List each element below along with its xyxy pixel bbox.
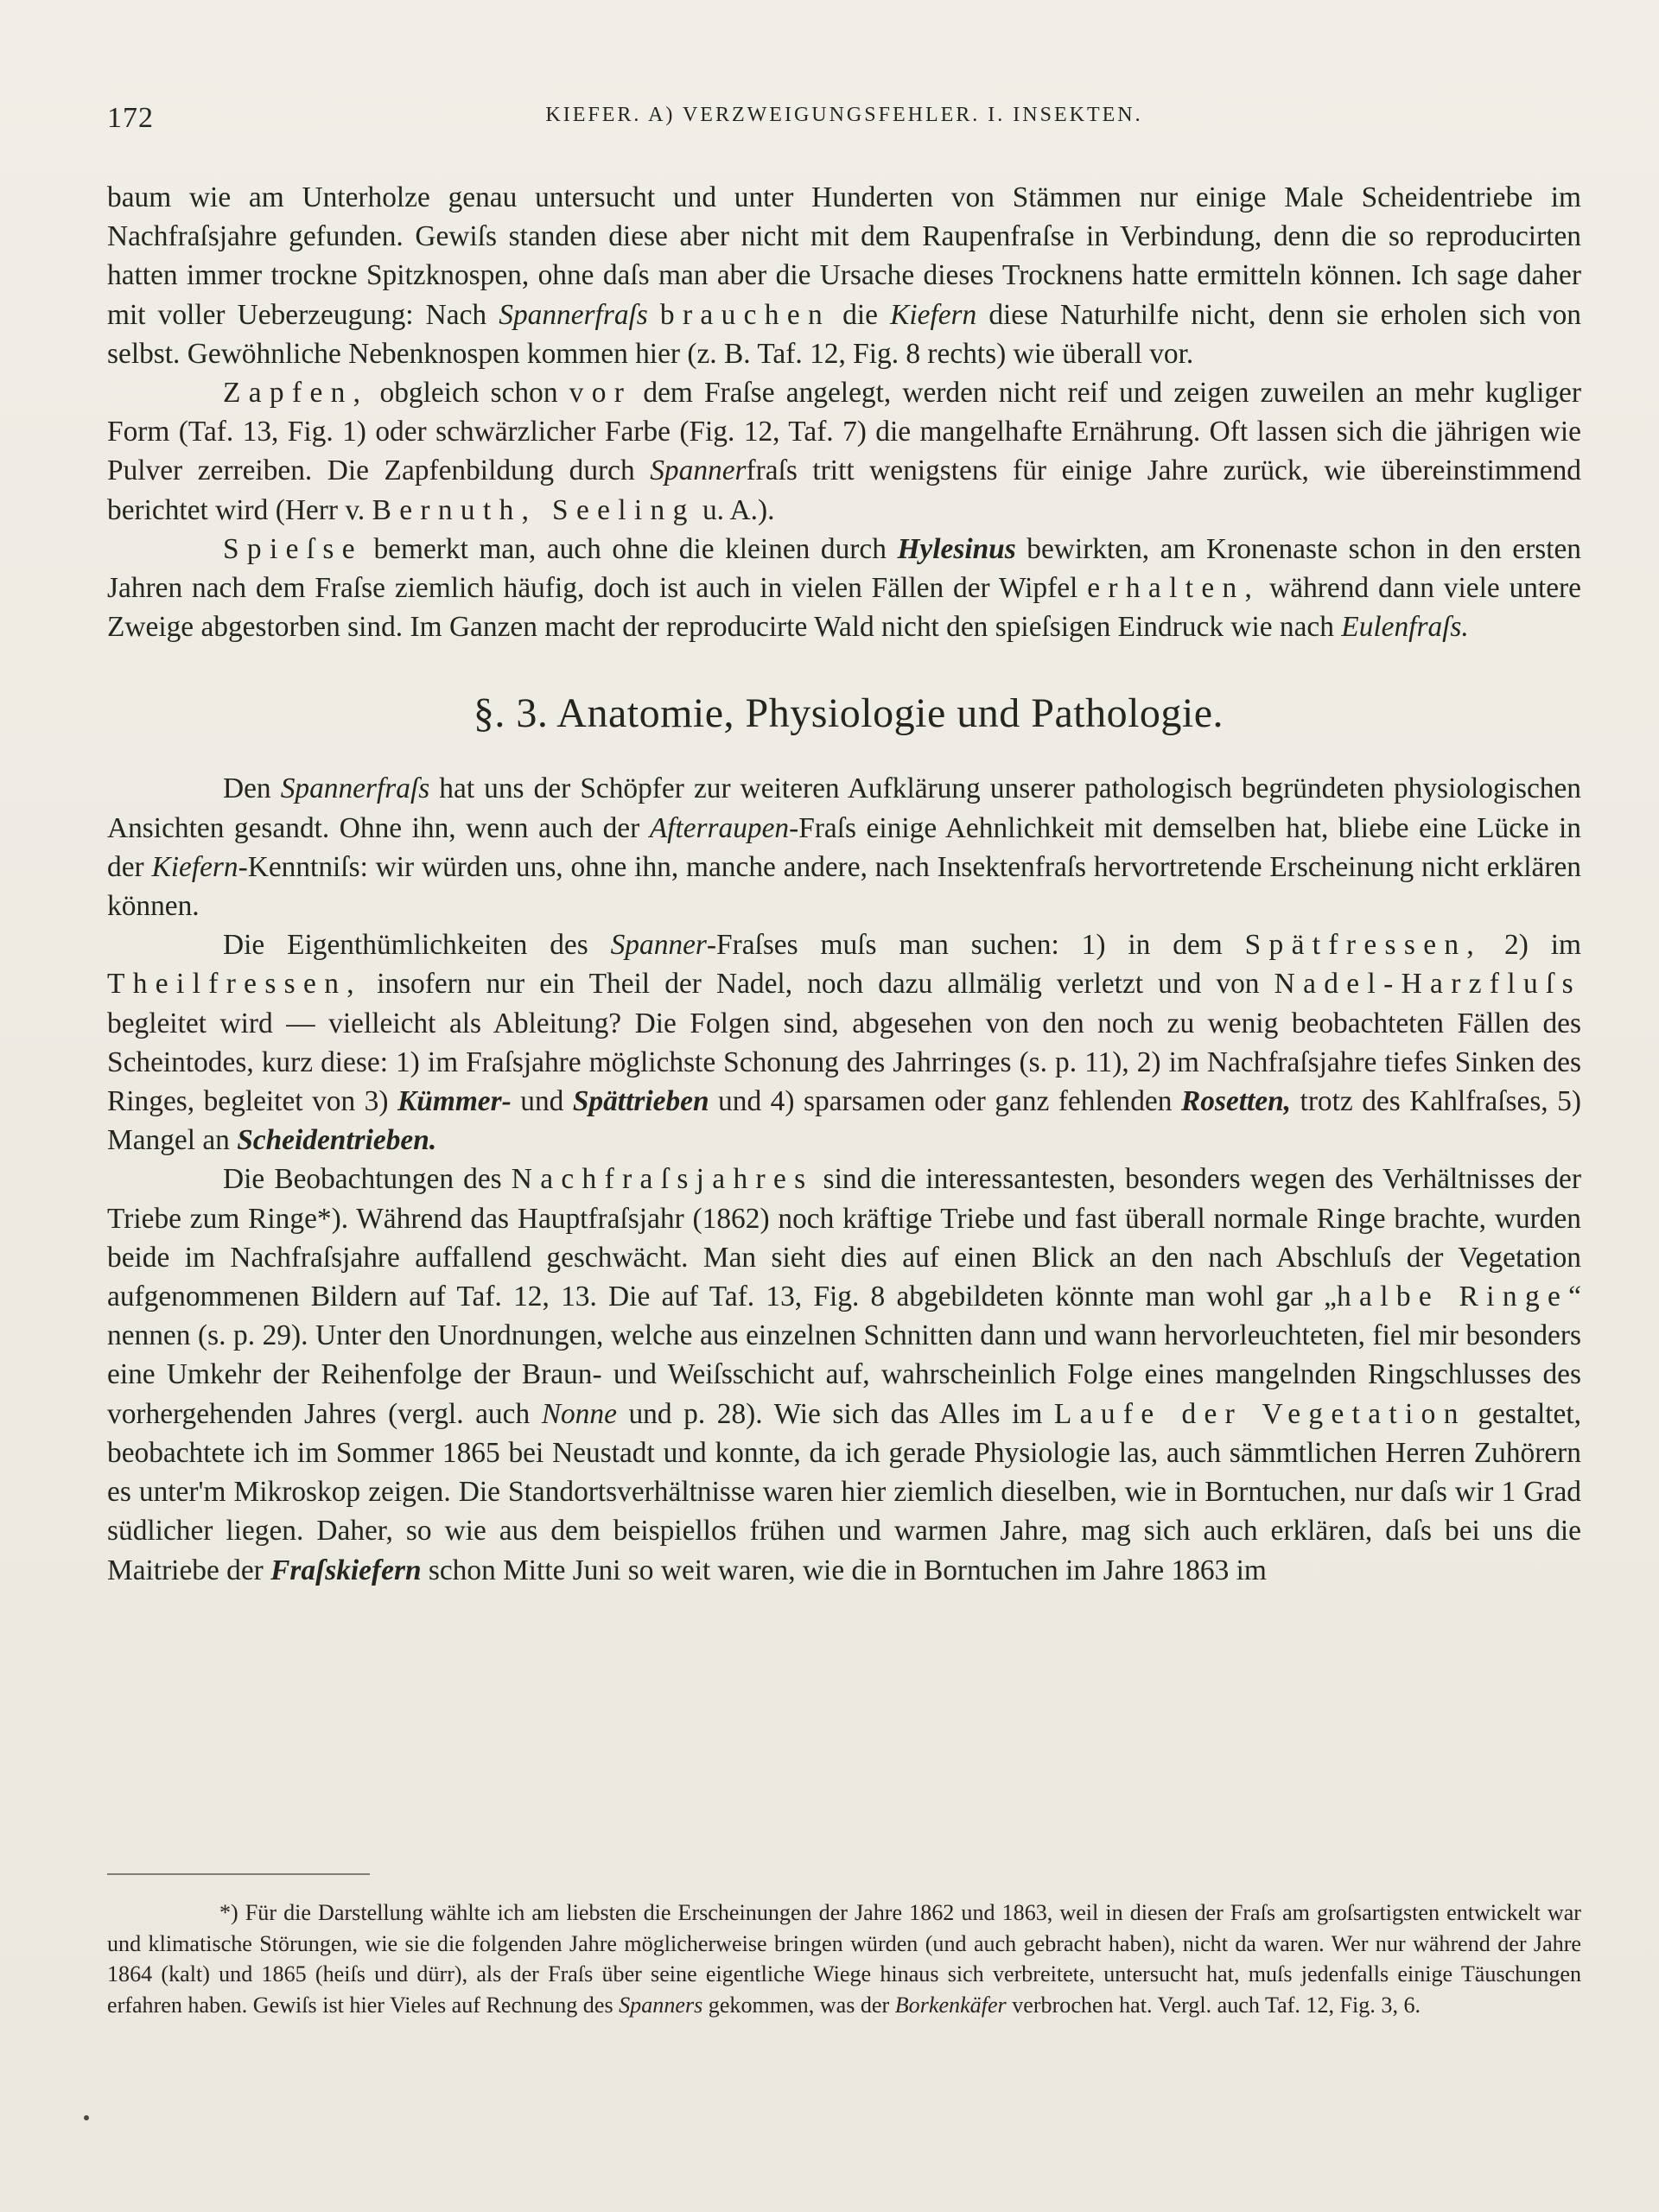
- paragraph-4: Den Spannerfraſs hat uns der Schöpfer zur weiteren Aufklärung unserer pathologisch begründeten physiologischen Ansichten gesandt. Ohne ihn, wenn auch der Afterraupen-Fraſs einige Aehnlichkeit mit demselben hat, bliebe eine Lücke in der Kiefern-Kenntniſs: wir würden uns, ohne ihn, manche andere, nach Insektenfraſs hervortretende Erscheinung nicht erklären können.: [107, 772, 1582, 923]
- paragraph-3: Spieſse bemerkt man, auch ohne die kleinen durch Hylesinus bewirkten, am Kronenaste schon in den ersten Jahren nach dem Fraſse ziemlich häufig, doch ist auch in vielen Fällen der Wipfel erhalten, während dann viele untere Zweige abgestorben sind. Im Ganzen macht der reproducirte Wald nicht den spieſsigen Eindruck wie nach Eulenfraſs.: [107, 532, 1581, 644]
- paragraph-5: Die Eigenthümlichkeiten des Spanner-Fraſses muſs man suchen: 1) in dem Spätfressen, 2) im Theilfressen, insofern nur ein Theil der Nadel, noch dazu allmälig verletzt und von Nadel-Harzfluſs begleitet wird — vielleicht als Ableitung? Die Folgen sind, abgesehen von den noch zu wenig beobachteten Fällen des Scheintodes, kurz diese: 1) im Fraſsjahre möglichste Schonung des Jahrringes (s. p. 11), 2) im Nachfraſsjahre tiefes Sinken des Ringes, begleitet von 3) Kümmer- und Spättrieben und 4) sparsamen oder ganz fehlenden Rosetten, trotz des Kahlfraſses, 5) Mangel an Scheidentrieben.: [107, 929, 1581, 1157]
- footnote-rule: [107, 1873, 370, 1875]
- paragraph-2: Zapfen, obgleich schon vor dem Fraſse angelegt, werden nicht reif und zeigen zuweilen an mehr kugliger Form (Taf. 13, Fig. 1) oder schwärzlicher Farbe (Fig. 12, Taf. 7) die mangelhafte Ernährung. Oft lassen sich die jährigen wie Pulver zerreiben. Die Zapfenbildung durch Spannerfraſs tritt wenigstens für einige Jahre zurück, wie übereinstimmend berichtet wird (Herr v. Bernuth, Seeling u. A.).: [107, 377, 1581, 526]
- page-header: [107, 102, 1581, 143]
- ink-speck: [84, 2115, 89, 2120]
- section-heading: §. 3. Anatomie, Physiologie und Pathologie.: [473, 690, 1224, 737]
- body-text: [107, 178, 1581, 1590]
- paragraph-6: Die Beobachtungen des Nachfraſsjahres sind die interessantesten, besonders wegen des Verhältnisses der Triebe zum Ringe*). Während das Hauptfraſsjahr (1862) noch kräftige Triebe und fast überall normale Ringe brachte, wurden beide im Nachfraſsjahre auffallend geschwächt. Man sieht dies auf einen Blick an den nach Abschluſs der Vegetation aufgenommenen Bildern auf Taf. 12, 13. Die auf Taf. 13, Fig. 8 abgebildeten könnte man wohl gar „halbe Ringe“ nennen (s. p. 29). Unter den Unordnungen, welche aus einzelnen Schnitten dann und wann hervorleuchteten, fiel mir besonders eine Umkehr der Reihenfolge der Braun- und Weiſsschicht auf, wahrscheinlich Folge eines mangelnden Ringschlusses des vorhergehenden Jahres (vergl. auch Nonne und p. 28). Wie sich das Alles im Laufe der Vegetation gestaltet, beobachtete ich im Sommer 1865 bei Neustadt und konnte, da ich gerade Physiologie las, auch sämmtlichen Herren Zuhörern es unter'm Mikroskop zeigen. Die Standortsverhältnisse waren hier ziemlich dieselben, wie in Borntuchen, nur daſs wir 1 Grad südlicher liegen. Daher, so wie aus dem beispiellos frühen und warmen Jahre, mag sich auch erklären, daſs bei uns die Maitriebe der Fraſskiefern schon Mitte Juni so weit waren, wie die in Borntuchen im Jahre 1863 im: [107, 1163, 1581, 1586]
- footnote-text: *) Für die Darstellung wählte ich am liebsten die Erscheinungen der Jahre 1862 und 1863, weil in diesen der Fraſs am groſsartigsten entwickelt war und klimatische Störungen, wie sie die folgenden Jahre möglicherweise bringen würden (und auch gebracht haben), nicht da waren. Wer nur während der Jahre 1864 (kalt) und 1865 (heiſs und dürr), als der Fraſs über seine eigentliche Wiege hinaus sich verbreitete, untersucht hat, muſs jedenfalls einige Täuschungen erfahren haben. Gewiſs ist hier Vieles auf Rechnung des Spanners gekommen, was der Borkenkäfer verbrochen hat. Vergl. auch Taf. 12, Fig. 3, 6.: [107, 1900, 1581, 2018]
- running-head: KIEFER. A) VERZWEIGUNGSFEHLER. I. INSEKTEN.: [545, 104, 1143, 126]
- footnote: [107, 1897, 1581, 2020]
- paragraph-1: baum wie am Unterholze genau untersucht und unter Hunderten von Stämmen nur einige Male Scheidentriebe im Nachfraſsjahre gefunden. Gewiſs standen diese aber nicht mit dem Raupenfraſse in Verbindung, denn die so reproducirten hatten immer trockne Spitzknospen, ohne daſs man aber die Ursache dieses Trocknens hatte ermitteln können. Ich sage daher mit voller Ueberzeugung: Nach Spannerfraſs brauchen die Kiefern diese Naturhilfe nicht, denn sie erholen sich von selbst. Gewöhnliche Nebenknospen kommen hier (z. B. Taf. 12, Fig. 8 rechts) wie überall vor.: [107, 181, 1581, 370]
- page-number: 172: [107, 102, 154, 134]
